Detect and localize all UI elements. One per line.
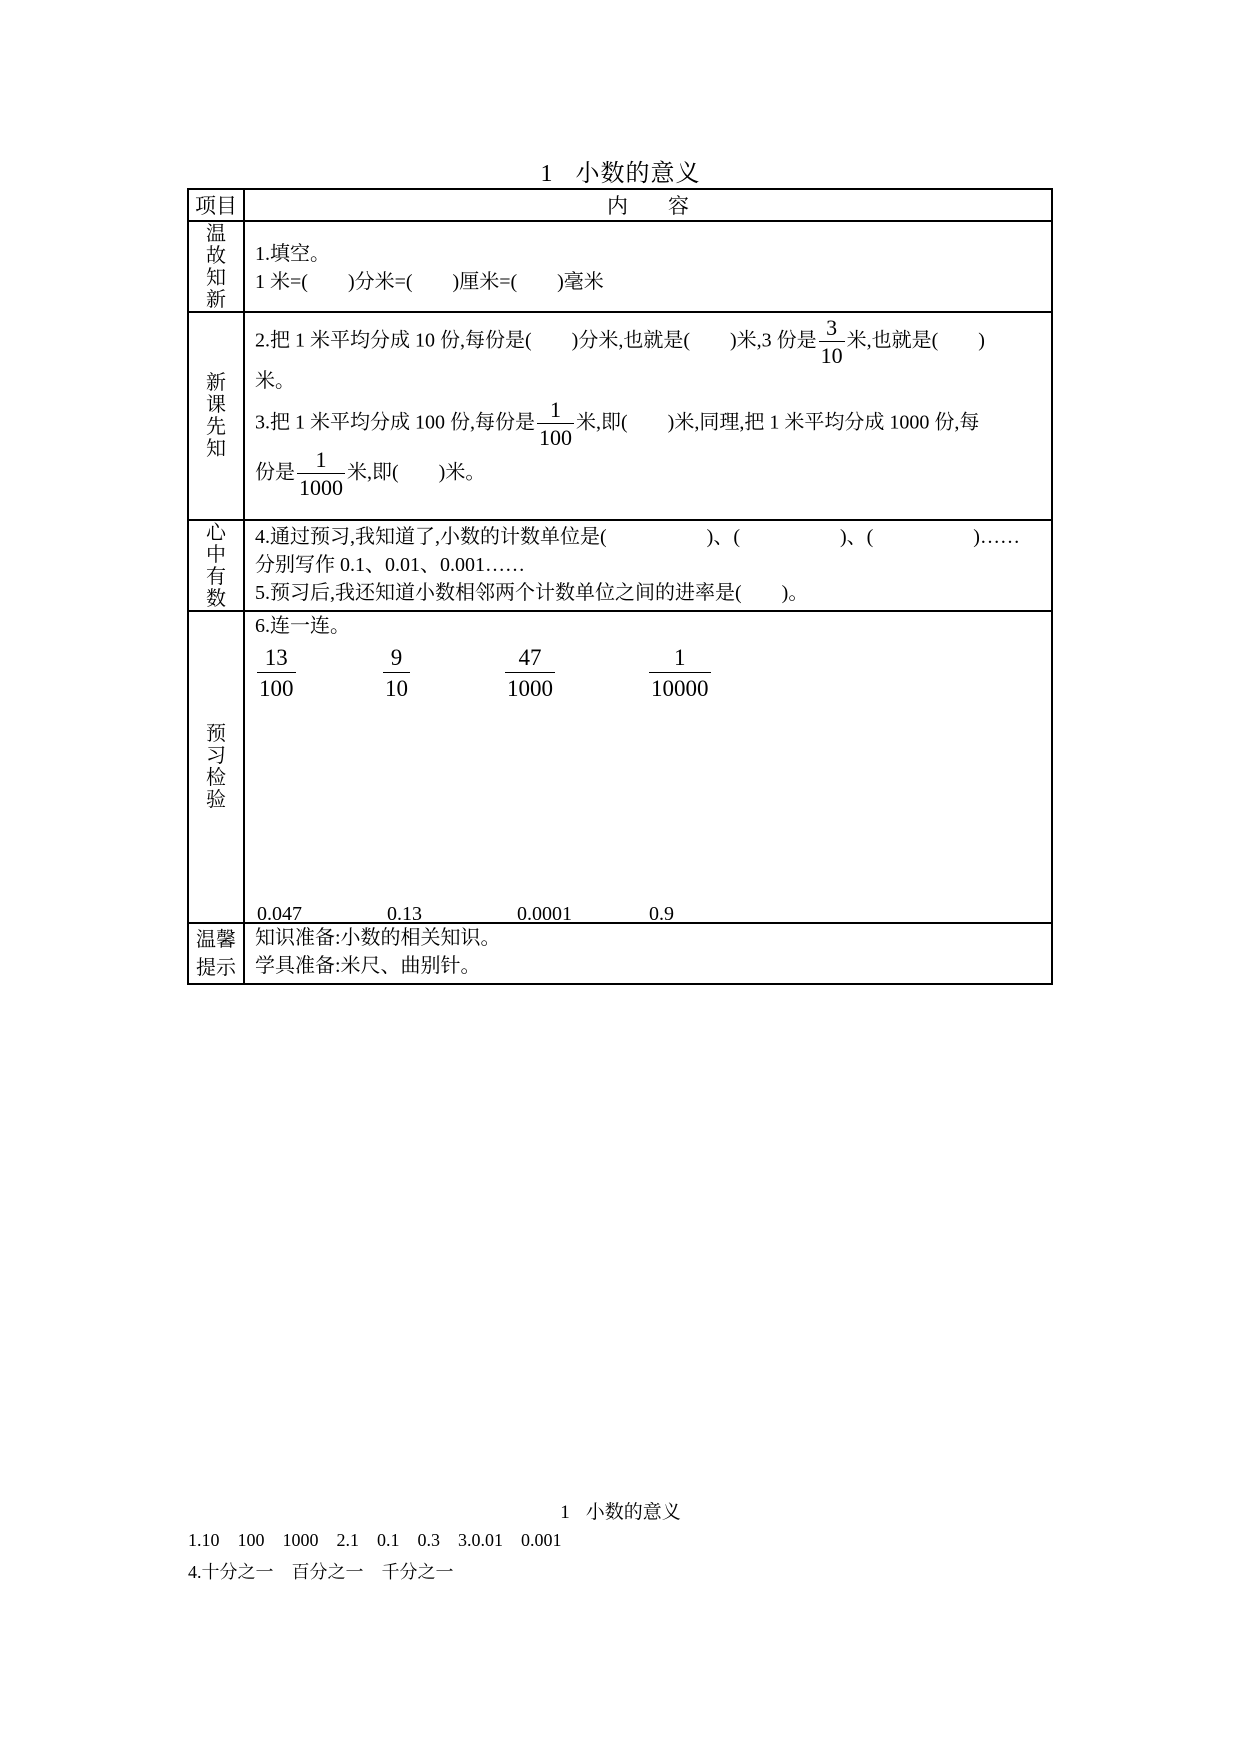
q3-text-3: 份是 <box>255 461 295 484</box>
fraction-numerator: 1 <box>537 399 574 424</box>
label-char: 先 <box>206 416 226 438</box>
answers-line-1: 1.10 100 1000 2.1 0.1 0.3 3.0.01 0.001 <box>188 1530 562 1550</box>
q2-text-1: 2.把 1 米平均分成 10 份,每份是( )分米,也就是( )米,3 份是 <box>255 329 817 352</box>
label-char: 检 <box>206 767 226 789</box>
tips-line-2: 学具准备:米尺、曲别针。 <box>255 955 481 977</box>
fraction-denominator: 10 <box>385 676 408 701</box>
fraction-numerator: 3 <box>819 317 845 342</box>
q1-line: 1 米=( )分米=( )厘米=( )毫米 <box>255 271 604 293</box>
label-char: 知 <box>206 438 226 460</box>
label-know <box>188 520 244 611</box>
answers-title <box>0 1497 1241 1524</box>
row-review <box>188 221 1052 312</box>
q2-fraction <box>819 317 845 367</box>
label-tips <box>188 923 244 984</box>
answers-line-2: 4.十分之一 百分之一 千分之一 <box>188 1562 454 1582</box>
match-fraction[interactable] <box>649 646 711 700</box>
q2-line <box>255 317 1041 367</box>
answers-title-number: 1 <box>560 1502 570 1523</box>
fraction-denominator: 10000 <box>651 676 709 701</box>
worksheet-table <box>187 188 1053 985</box>
match-decimal[interactable]: 0.9 <box>649 903 674 925</box>
page-title <box>0 153 1241 188</box>
q4-line-2: 分别写作 0.1、0.01、0.001…… <box>255 554 525 576</box>
label-char: 数 <box>206 587 226 610</box>
label-char: 新 <box>206 288 226 311</box>
q3-fraction <box>537 399 574 449</box>
row-preview <box>188 312 1052 520</box>
fraction-denominator: 100 <box>539 425 572 450</box>
title-text: 小数的意义 <box>575 161 701 187</box>
match-fraction[interactable] <box>383 646 410 700</box>
label-char: 课 <box>206 394 226 416</box>
label-text: 温馨 <box>196 928 236 951</box>
q3-line-2 <box>255 449 1041 499</box>
q2-line-end: 米。 <box>255 370 295 392</box>
fraction-denominator: 100 <box>259 676 294 701</box>
label-char: 习 <box>206 745 226 767</box>
fraction-numerator: 13 <box>257 646 296 673</box>
label-preview <box>188 312 244 520</box>
fraction-denominator: 1000 <box>507 676 553 701</box>
q4-line-1: 4.通过预习,我知道了,小数的计数单位是( )、( )、( )…… <box>255 526 1020 548</box>
fraction-numerator: 47 <box>505 646 555 673</box>
match-decimal[interactable]: 0.13 <box>387 903 422 925</box>
matching-area <box>255 640 1041 925</box>
q1-title: 1.填空。 <box>255 243 330 265</box>
cell-review <box>244 221 1052 312</box>
row-tips <box>188 923 1052 984</box>
row-know <box>188 520 1052 611</box>
fraction-numerator: 1 <box>297 449 345 474</box>
label-char: 预 <box>206 723 226 745</box>
q2-text-2: 米,也就是( ) <box>846 329 985 352</box>
label-char: 中 <box>206 543 226 566</box>
cell-know <box>244 520 1052 611</box>
fraction-numerator: 1 <box>649 646 711 673</box>
label-char: 知 <box>206 266 226 289</box>
answers-title-text: 小数的意义 <box>585 1502 681 1523</box>
label-char: 故 <box>206 244 226 267</box>
header-content-text: 内容 <box>607 194 729 218</box>
label-char: 温 <box>206 222 226 245</box>
label-text: 提示 <box>196 956 236 979</box>
label-review <box>188 221 244 312</box>
fraction-numerator: 9 <box>383 646 410 673</box>
cell-tips <box>244 923 1052 984</box>
q3-text-2: 米,即( )米,同理,把 1 米平均分成 1000 份,每 <box>576 411 980 434</box>
table-header-row <box>188 189 1052 221</box>
label-char: 验 <box>206 789 226 811</box>
header-label: 项目 <box>188 189 244 221</box>
match-decimal[interactable]: 0.047 <box>257 903 302 925</box>
cell-check <box>244 611 1052 923</box>
title-number: 1 <box>540 161 554 187</box>
label-char: 新 <box>206 372 226 394</box>
row-check <box>188 611 1052 923</box>
match-fraction[interactable] <box>505 646 555 700</box>
fraction-denominator: 10 <box>820 343 843 368</box>
match-fraction[interactable] <box>257 646 296 700</box>
label-check <box>188 611 244 923</box>
header-content <box>244 189 1052 221</box>
q5-line: 5.预习后,我还知道小数相邻两个计数单位之间的进率是( )。 <box>255 582 809 604</box>
q3-fraction-2 <box>297 449 345 499</box>
q3-line <box>255 399 1041 449</box>
q3-text-4: 米,即( )米。 <box>347 461 486 484</box>
q6-title: 6.连一连。 <box>255 615 350 637</box>
q3-text-1: 3.把 1 米平均分成 100 份,每份是 <box>255 411 535 434</box>
tips-line-1: 知识准备:小数的相关知识。 <box>255 927 501 949</box>
label-char: 心 <box>206 521 226 544</box>
match-decimal[interactable]: 0.0001 <box>517 903 572 925</box>
cell-preview <box>244 312 1052 520</box>
label-char: 有 <box>206 565 226 588</box>
fraction-denominator: 1000 <box>299 475 343 500</box>
